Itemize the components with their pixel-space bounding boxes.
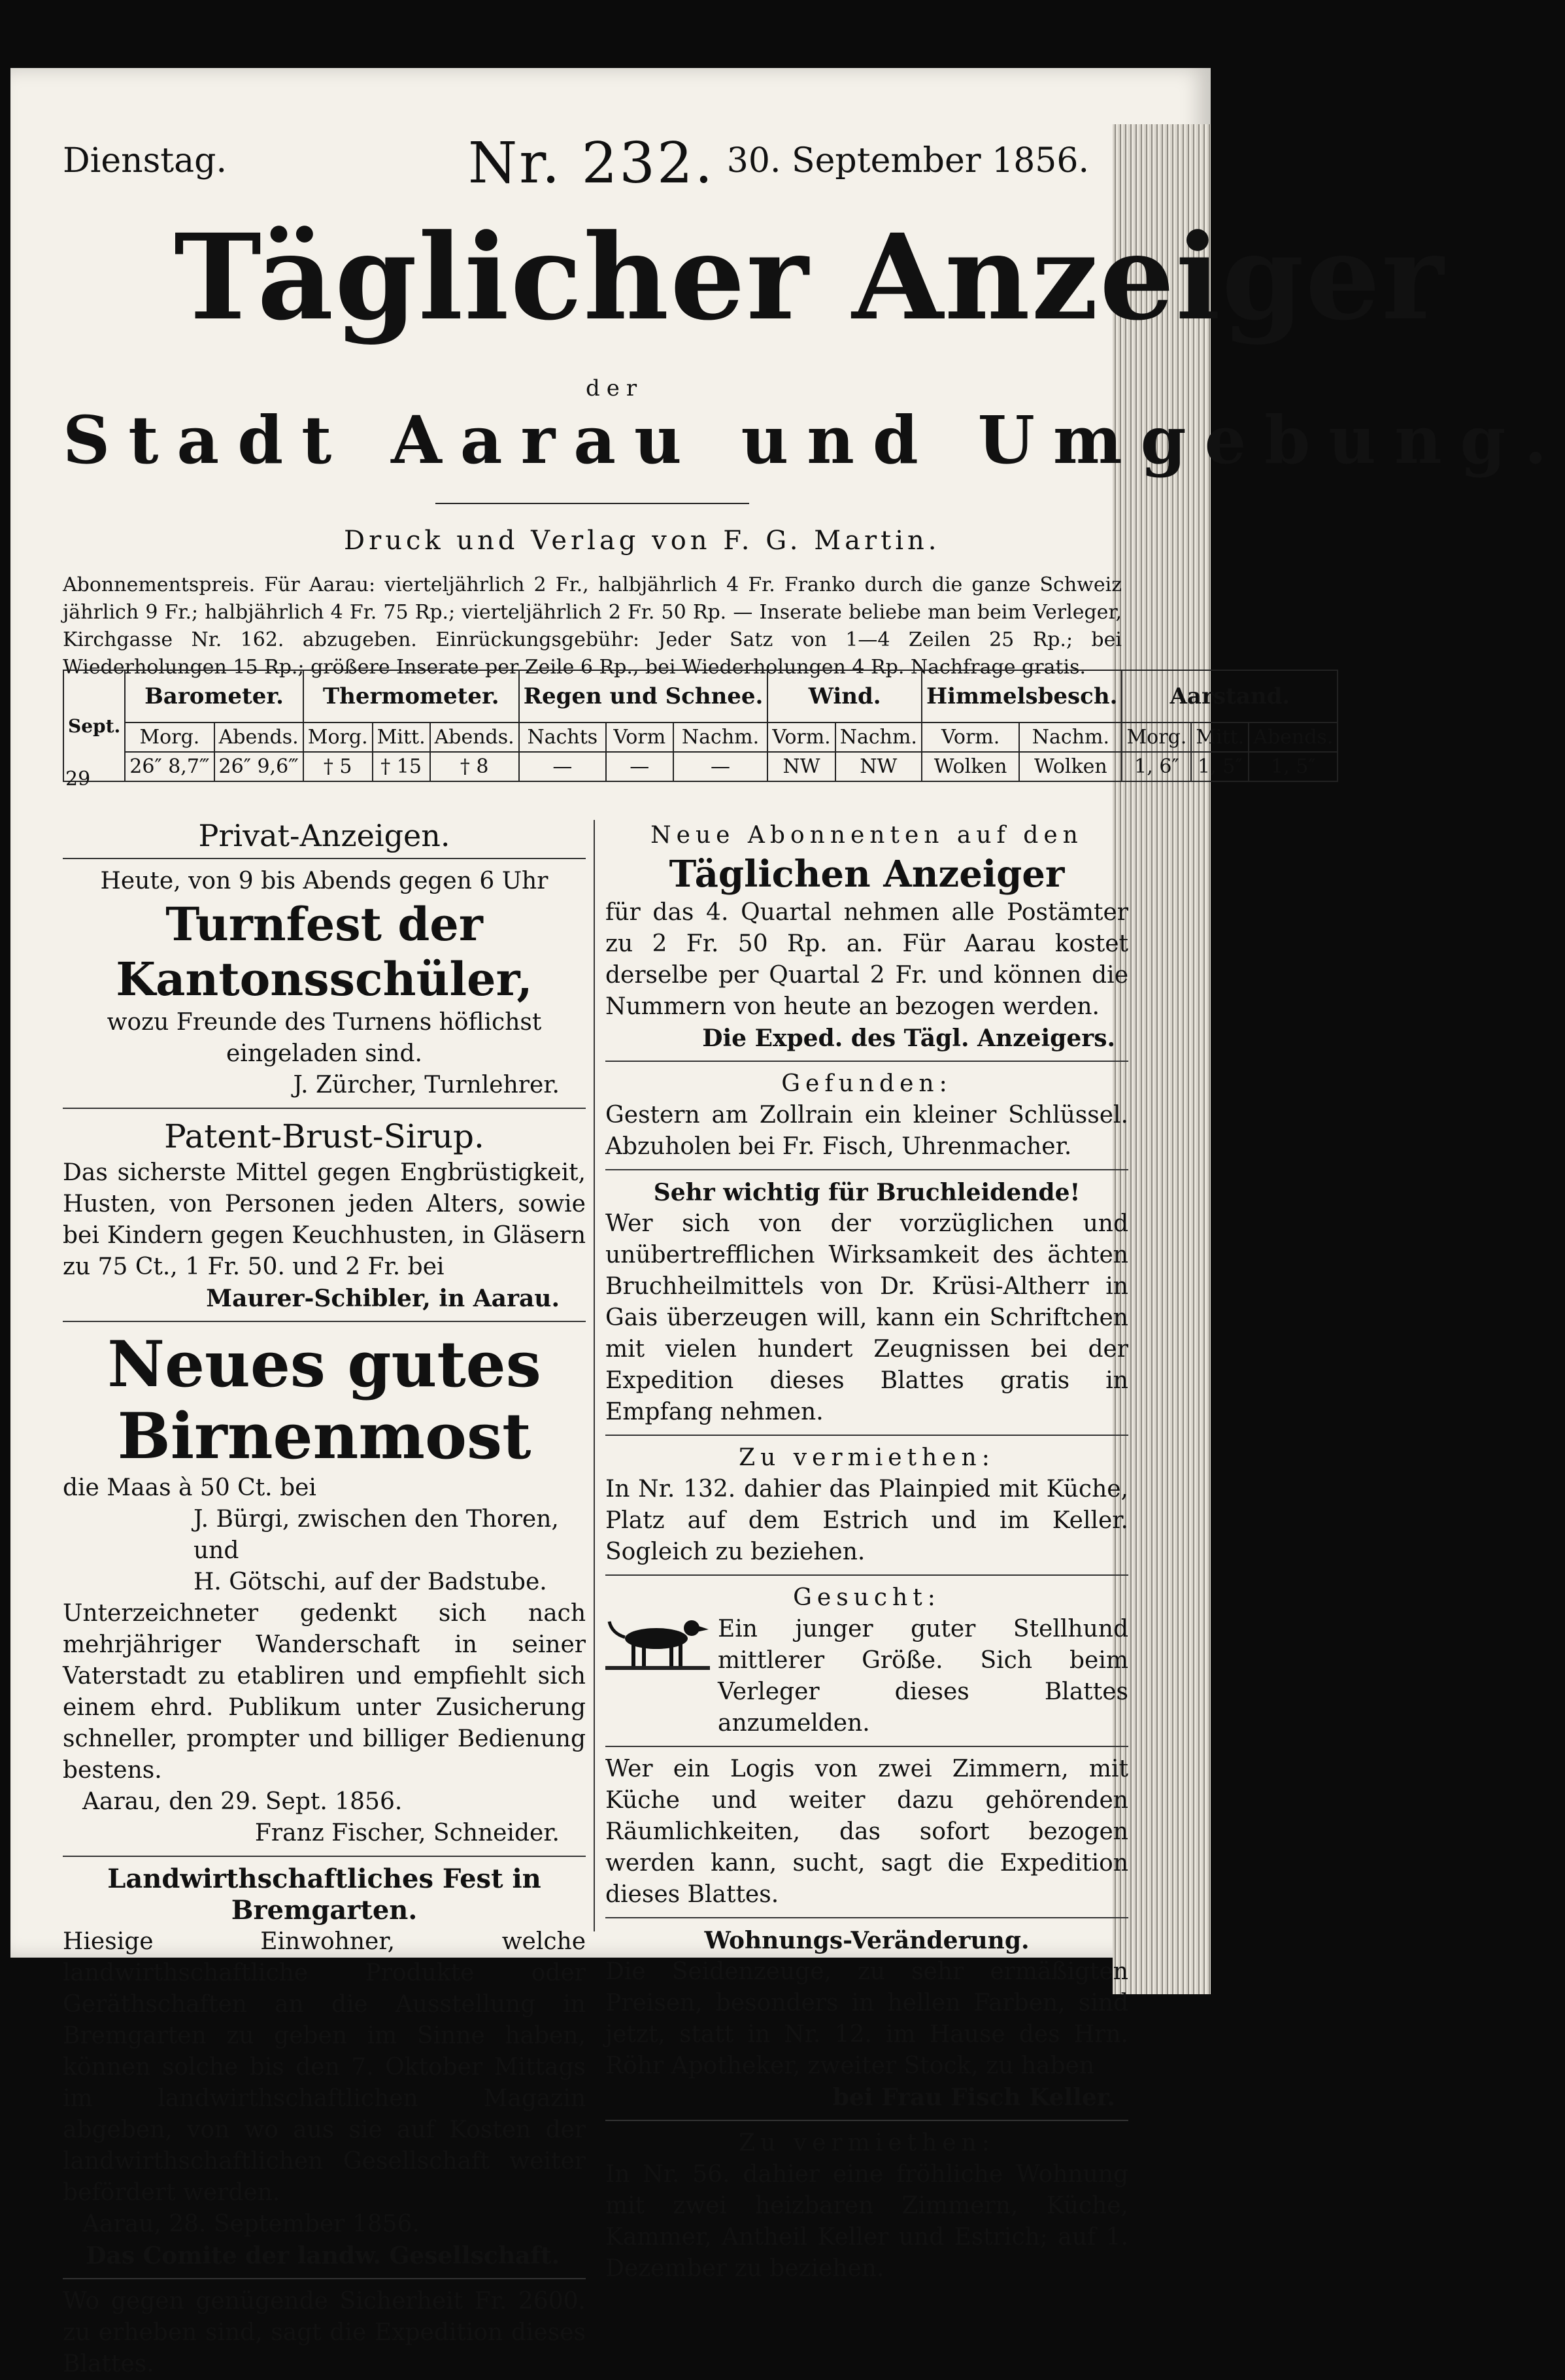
ad-date: Aarau, 28. September 1856. — [82, 2211, 420, 2237]
weather-month: Sept. — [63, 670, 125, 781]
ad-text: Wer sich von der vorzüglichen und unübertrefflichen Wirksamkeit des ächten Bruchheilmittels von Dr. Krüsi-Altherr in Gais überzeugen will, kann ein Schriftchen mit vielen hundert Zeugnissen bei der Expedition dieses Blattes gratis in Empfang nehmen. — [605, 1210, 1128, 1425]
weather-header: Regen und Schnee. — [519, 670, 768, 722]
weather-sub: Vorm. — [767, 722, 835, 752]
ad-text: Ein junger guter Stellhund mittlerer Größe. Sich beim Verleger dieses Blattes anzumelden. — [718, 1616, 1128, 1737]
weather-header: Himmelsbesch. — [922, 670, 1122, 722]
ad-line: wozu Freunde des Turnens höflichst eingeladen sind. — [107, 1009, 542, 1067]
subscription-info: Abonnementspreis. Für Aarau: vierteljährlich 2 Fr., halbjährlich 4 Fr. Franko durch die ganze Schweiz jährlich 9 Fr.; halbjährlich 4 Fr. 75 Rp.; vierteljährlich 2 Fr. 50 Rp. — Inserate beliebe man beim Verleger, Kirchgasse Nr. 162. abzugeben. Einrückungsgebühr: Jeder Satz von 1—4 Zeilen 25 Rp.; bei Wiederholungen 15 Rp.; größere Inserate per Zeile 6 Rp., bei Wiederholungen 4 Rp. Nachfrage gratis. — [63, 573, 1122, 679]
ad-signature: Das Comite der landw. Gesellschaft. — [86, 2242, 560, 2270]
weather-cell: Wolken — [1019, 752, 1122, 781]
issue-day: Dienstag. — [63, 141, 227, 180]
weather-cell: Wolken — [922, 752, 1019, 781]
weather-cell: † 5 — [303, 752, 373, 781]
weather-header: Aarstand. — [1122, 670, 1338, 722]
issue-line — [63, 131, 1122, 203]
weather-sub: Morg. — [1122, 722, 1191, 752]
weather-sub: Abends. — [1249, 722, 1338, 752]
divider — [605, 2120, 1128, 2121]
ad-signature: Die Exped. des Tägl. Anzeigers. — [702, 1025, 1115, 1052]
ad-heading: Gefunden: — [781, 1070, 952, 1097]
divider — [605, 1061, 1128, 1062]
divider — [605, 1746, 1128, 1747]
ad-title: Sehr wichtig für Bruchleidende! — [653, 1179, 1081, 1206]
weather-cell: † 8 — [430, 752, 519, 781]
weather-sub: Mitt. — [1191, 722, 1249, 752]
weather-cell: 1, 5″ — [1191, 752, 1249, 781]
weather-sub: Morg. — [303, 722, 373, 752]
ad-signature: bei Frau Fisch Keller. — [832, 2084, 1115, 2111]
weather-cell: — — [673, 752, 768, 781]
divider — [605, 1574, 1128, 1576]
weather-header: Wind. — [767, 670, 922, 722]
divider — [605, 1169, 1128, 1170]
ad-title: Neues gutes Birnenmost — [107, 1327, 541, 1473]
divider — [63, 2278, 586, 2279]
newspaper-page — [10, 68, 1565, 2377]
masthead-title: Täglicher Anzeiger — [174, 209, 1445, 347]
ad-text: Das sicherste Mittel gegen Engbrüstigkeit, Husten, von Personen jeden Alters, sowie bei Kindern gegen Keuchhusten, in Gläsern zu 75 Ct., 1 Fr. 50. und 2 Fr. bei — [63, 1159, 586, 1280]
weather-cell: NW — [767, 752, 835, 781]
ad-heading: Neue Abonnenten auf den — [650, 822, 1083, 849]
ad-line: H. Götschi, auf der Badstube. — [194, 1569, 547, 1595]
weather-cell: 1, 6″ — [1122, 752, 1191, 781]
ad-signature: Maurer-Schibler, in Aarau. — [206, 1285, 560, 1312]
ad-text: Wo gegen genügende Sicherheit Fr. 2600. zu erheben sind, sagt die Expedition dieses Blattes. — [63, 2288, 586, 2377]
divider — [63, 1108, 586, 1109]
weather-sub: Vorm. — [922, 722, 1019, 752]
column-divider — [594, 820, 595, 1931]
weather-header: Thermometer. — [303, 670, 519, 722]
ad-title: Wohnungs-Veränderung. — [704, 1927, 1030, 1954]
weather-cell: NW — [835, 752, 922, 781]
ad-signature: J. Zürcher, Turnlehrer. — [293, 1072, 560, 1098]
issue-number: Nr. 232. — [468, 131, 715, 196]
divider — [63, 1856, 586, 1857]
ad-title: Landwirthschaftliches Fest in Bremgarten. — [107, 1863, 541, 1926]
weather-sub: Vorm — [606, 722, 673, 752]
weather-sub: Nachm. — [1019, 722, 1122, 752]
ornament-rule — [435, 503, 749, 504]
weather-cell: — — [519, 752, 606, 781]
issue-date: 30. September 1856. — [726, 141, 1089, 180]
masthead-der: der — [586, 375, 644, 401]
divider — [605, 1435, 1128, 1436]
ad-text: Hiesige Einwohner, welche landwirthschaftliche Produkte oder Geräthschaften an die Ausstellung in Bremgarten zu geben im Sinne haben, können solche bis den 7. Oktober Mittags im landwirthschaftlichen Magazin abgeben, von wo aus sie auf Kosten der landwirthschaftlichen Gesellschaft weiter befördert werden. — [63, 1928, 586, 2206]
divider — [63, 1321, 586, 1322]
divider — [63, 858, 586, 859]
weather-cell: — — [606, 752, 673, 781]
ad-title: Täglichen Anzeiger — [669, 853, 1065, 896]
masthead-subtitle: Stadt Aarau und Umgebung. — [63, 401, 1565, 479]
weather-day: 29 — [65, 768, 91, 790]
section-title: Privat-Anzeigen. — [198, 818, 450, 853]
ad-line: die Maas à 50 Ct. bei — [63, 1474, 316, 1501]
imprint: Druck und Verlag von F. G. Martin. — [344, 526, 941, 556]
weather-sub: Abends. — [214, 722, 303, 752]
weather-cell: 26″ 9,6‴ — [214, 752, 303, 781]
right-column — [605, 820, 1128, 2285]
weather-sub: Nachm. — [673, 722, 768, 752]
weather-sub: Morg. — [125, 722, 214, 752]
ad-text: Gestern am Zollrain ein kleiner Schlüssel. Abzuholen bei Fr. Fisch, Uhrenmacher. — [605, 1102, 1128, 1160]
dog-icon — [605, 1614, 710, 1673]
ad-date: Aarau, den 29. Sept. 1856. — [82, 1788, 403, 1815]
ad-title: Turnfest der Kantonsschüler, — [116, 897, 533, 1006]
ad-text: Wer ein Logis von zwei Zimmern, mit Küche und weiter dazu gehörenden Räumlichkeiten, das sofort bezogen werden kann, sucht, sagt die Expedition dieses Blattes. — [605, 1756, 1128, 1908]
weather-table — [63, 670, 1334, 790]
ad-heading: Gesucht: — [793, 1584, 941, 1611]
ad-signature: Franz Fischer, Schneider. — [254, 1820, 560, 1846]
weather-header: Barometer. — [125, 670, 303, 722]
ad-text: In Nr. 132. dahier das Plainpied mit Küche, Platz auf dem Estrich und im Keller. Sogleich zu beziehen. — [605, 1476, 1128, 1565]
dog-ad — [605, 1614, 1128, 1739]
weather-sub: Nachm. — [835, 722, 922, 752]
ad-text: Die Seidenzeuge, zu sehr ermäßigten Preisen, besonders in hellen Farben, sind jetzt, statt in Nr. 12. im Hause des Hrn. Röhr Apotheker, zweiter Stock, zu haben — [605, 1958, 1128, 2079]
weather-cell: 26″ 8,7‴ — [125, 752, 214, 781]
ad-text: für das 4. Quartal nehmen alle Postämter zu 2 Fr. 50 Rp. an. Für Aarau kostet derselbe per Quartal 2 Fr. und können die Nummern von heute an bezogen werden. — [605, 899, 1128, 1020]
weather-sub: Abends. — [430, 722, 519, 752]
ad-line: Heute, von 9 bis Abends gegen 6 Uhr — [100, 868, 548, 894]
weather-cell: † 15 — [373, 752, 430, 781]
left-column — [63, 820, 586, 2380]
divider — [605, 1917, 1128, 1918]
ad-text: In Nr. 56. dahier eine fröhliche Wohnung mit zwei heizbaren Zimmern, Küche, Kammer, Antheil Keller und Estrich; auf 1. Dezember zu beziehen. — [605, 2161, 1128, 2282]
ad-title: Patent-Brust-Sirup. — [164, 1117, 484, 1155]
weather-sub: Nachts — [519, 722, 606, 752]
ad-text: Unterzeichneter gedenkt sich nach mehrjähriger Wanderschaft in seiner Vaterstadt zu etabliren und empfiehlt sich einem ehrd. Publikum unter Zusicherung schneller, prompter und billiger Bedienung bestens. — [63, 1600, 586, 1784]
ad-heading: Zu vermiethen: — [739, 1444, 995, 1471]
weather-sub: Mitt. — [373, 722, 430, 752]
ad-line: J. Bürgi, zwischen den Thoren, und — [194, 1506, 559, 1564]
ad-heading: Zu vermiethen: — [739, 2130, 995, 2156]
weather-cell: 1, 5″ — [1249, 752, 1338, 781]
